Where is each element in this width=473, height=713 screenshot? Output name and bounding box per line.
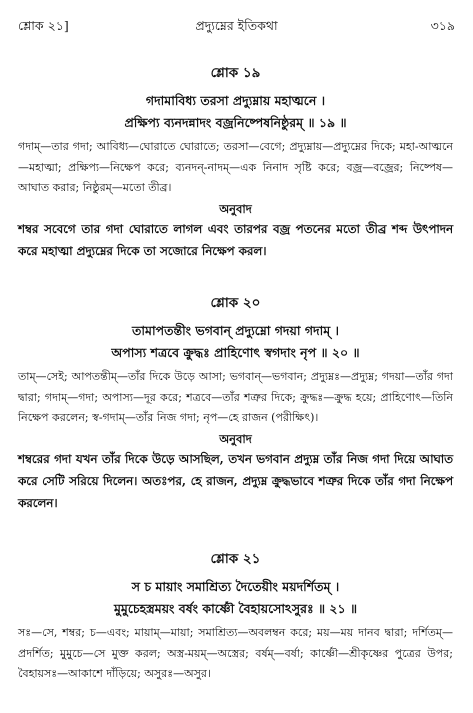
- word-meanings: সঃ—সে, শম্বর; চ—এবং; মায়াম্—মায়া; সমাশ্রিত্য—অবলম্বন করে; ময়—ময় দানব দ্বারা; দর্শিতম্—প্রদর্শিত; মুমুচে—সে মুক্ত করল; অস্ত্র-ময়ম্—অস্ত্রের; বর্ষম্—বর্ষা; কার্ষ্ণৌ—শ্রীকৃষ্ণের পুত্রের উপর; বৈহায়সঃ—আকাশে দাঁড়িয়ে; অসুরঃ—অসুর।: [18, 626, 453, 680]
- verse-line: তামাপতন্তীং ভগবান্ প্রদ্যুম্নো গদয়া গদাম্ ।: [132, 323, 339, 338]
- header-page-number: ৩১৯: [430, 18, 455, 33]
- translation-heading: অনুবাদ: [219, 431, 252, 446]
- verse-line: প্রক্ষিপ্য ব্যনদন্নাদং বজ্রনিষ্পেষনিষ্ঠুরম্ ॥ ১৯ ॥: [124, 115, 347, 130]
- header-verse-ref: শ্লোক ২১]: [18, 18, 69, 33]
- verse-21: [18, 548, 453, 685]
- translation-heading: অনুবাদ: [219, 201, 252, 216]
- header-chapter-title: প্রদ্যুম্নের ইতিকথা: [195, 18, 278, 33]
- verse-heading: শ্লোক ২০: [210, 295, 261, 311]
- translation-text: শম্বরের গদা যখন তাঁর দিকে উড়ে আসছিল, তখন ভগবান প্রদ্যুম্ন তাঁর নিজ গদা দিয়ে আঘাত করে সেটি সরিয়ে দিলেন। অতঃপর, হে রাজন, প্রদ্যুম্ন ক্রুদ্ধভাবে শত্রুর দিকে তাঁর গদা নিক্ষেপ করলেন।: [18, 451, 453, 510]
- translation-text: শম্বর সবেগে তার গদা ঘোরাতে লাগল এবং তারপর বজ্র পতনের মতো তীব্র শব্দ উৎপাদন করে মহাত্মা প্রদ্যুম্নের দিকে তা সজোরে নিক্ষেপ করল।: [18, 221, 453, 258]
- verse-text: [18, 320, 453, 364]
- verse-19: [18, 62, 453, 262]
- verse-heading: শ্লোক ২১: [210, 551, 261, 567]
- verse-text: [18, 90, 453, 134]
- word-meanings: তাম্—সেই; আপতন্তীম্—তাঁর দিকে উড়ে আসা; ভগবান্—ভগবান; প্রদ্যুম্নঃ—প্রদ্যুম্ন; গদয়া—তাঁর গদা দ্বারা; গদাম্—গদা; অপাস্য—দূর করে; শত্রবে—তাঁর শত্রুর দিকে; ক্রুদ্ধঃ—ক্রুদ্ধ হয়ে; প্রাহিণোৎ—তিনি নিক্ষেপ করলেন; স্ব-গদাম্—তাঁর নিজ গদা; নৃপ—হে রাজন (পরীক্ষিৎ)।: [18, 370, 453, 424]
- verse-20: [18, 292, 453, 514]
- page-header: [18, 18, 455, 38]
- verse-line: স চ মায়াং সমাশ্রিত্য দৈতেয়ীং ময়দর্শিতম্ ।: [131, 579, 340, 594]
- verse-line: গদামাবিধ্য তরসা প্রদ্যুম্নায় মহাত্মনে ।: [145, 93, 326, 108]
- verse-line: মুমুচেহস্ত্রময়ং বর্ষং কার্ষ্ণৌ বৈহায়সোঽসুরঃ ॥ ২১ ॥: [113, 601, 358, 616]
- verse-text: [18, 576, 453, 620]
- verse-line: অপাস্য শত্রবে ক্রুদ্ধঃ প্রাহিণোৎ স্বগদাং নৃপ ॥ ২০ ॥: [111, 345, 360, 360]
- verse-heading: শ্লোক ১৯: [210, 65, 261, 81]
- word-meanings: গদাম্—তার গদা; আবিধ্য—ঘোরাতে ঘোরাতে; তরসা—বেগে; প্রদ্যুম্নায়—প্রদ্যুম্নের দিকে; মহা-আত্মনে—মহাত্মা; প্রক্ষিপ্য—নিক্ষেপ করে; ব্যনদন্-নাদম্—এক নিনাদ সৃষ্টি করে; বজ্র—বজ্রের; নিষ্পেষ—আঘাত করার; নিষ্ঠুরম্—মতো তীব্র।: [18, 140, 453, 194]
